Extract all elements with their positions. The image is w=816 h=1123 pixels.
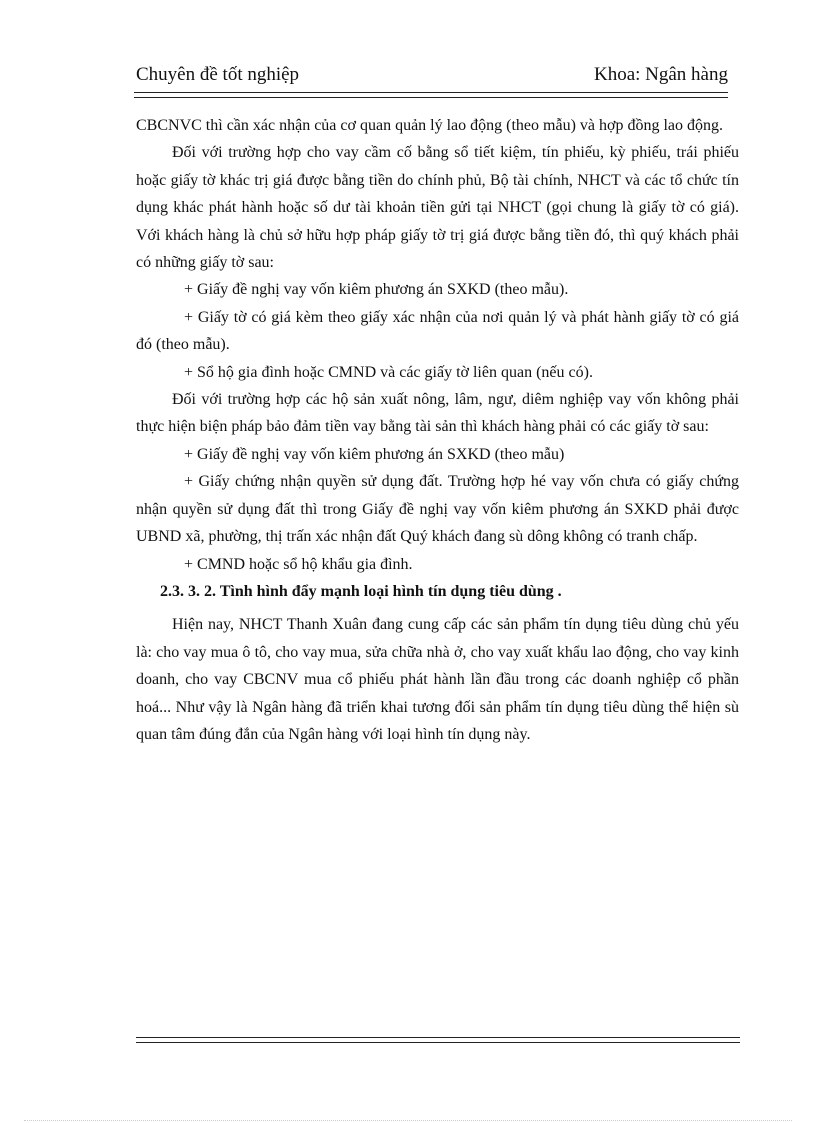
paragraph-cbcnvc: CBCNVC thì cần xác nhận của cơ quan quản lý lao động (theo mẫu) và hợp đồng lao động. xyxy=(136,117,724,134)
list-item: + Giấy tờ có giá kèm theo giấy xác nhận của nơi quản lý và phát hành giấy tờ có giá đó (theo mẫu). xyxy=(136,308,739,354)
document-body xyxy=(136,112,739,748)
section-heading: 2.3. 3. 2. Tình hình đẩy mạnh loại hình tín dụng tiêu dùng . xyxy=(160,582,562,600)
paragraph-consumer-credit: Hiện nay, NHCT Thanh Xuân đang cung cấp các sản phẩm tín dụng tiêu dùng chủ yếu là: cho vay mua ô tô, cho vay mua, sửa chữa nhà ở, cho vay xuất khẩu lao động, cho vay kinh doanh, cho vay CBCNV mua cổ phiếu phát hành lần đầu trong các doanh nghiệp cổ phần hoá... Như vậy là Ngân hàng đã triển khai tương đối sản phẩm tín dụng tiêu dùng thể hiện sù quan tâm đúng đắn của Ngân hàng với loại hình tín dụng này. xyxy=(136,616,739,743)
paragraph-households: Đối với trường hợp các hộ sản xuất nông, lâm, ngư, diêm nghiệp vay vốn không phải thực hiện biện pháp bảo đảm tiền vay bằng tài sản thì khách hàng phải có các giấy tờ sau: xyxy=(136,391,739,436)
list-item: + Giấy chứng nhận quyền sử dụng đất. Trường hợp hé vay vốn chưa có giấy chứng nhận quyền sử dụng đất thì trong Giấy đề nghị vay vốn kiêm phương án SXKD phải được UBND xã, phường, thị trấn xác nhận đất Quý khách đang sù dông không có tranh chấp. xyxy=(136,473,739,546)
list-item: + Giấy đề nghị vay vốn kiêm phương án SXKD (theo mẫu). xyxy=(184,281,569,299)
paragraph-pledge-loans: Đối với trường hợp cho vay cầm cố bằng sổ tiết kiệm, tín phiếu, kỳ phiếu, trái phiếu hoặc giấy tờ khác trị giá được bằng tiền do chính phủ, Bộ tài chính, NHCT và các tổ chức tín dụng khác phát hành hoặc số dư tài khoản tiền gửi tại NHCT (gọi chung là giấy tờ có giá). Với khách hàng là chủ sở hữu hợp pháp giấy tờ trị giá được bằng tiền đó, thì quý khách phải có những giấy tờ sau: xyxy=(136,144,739,272)
header-document-title: Chuyên đề tốt nghiệp xyxy=(136,64,300,85)
header-department: Khoa: Ngân hàng xyxy=(593,64,728,85)
page-edge-line xyxy=(24,1120,792,1121)
list-item: + Sổ hộ gia đình hoặc CMND và các giấy tờ liên quan (nếu có). xyxy=(184,363,593,381)
list-item: + Giấy đề nghị vay vốn kiêm phương án SXKD (theo mẫu) xyxy=(184,445,565,463)
header-divider xyxy=(134,92,728,98)
list-item: + CMND hoặc sổ hộ khẩu gia đình. xyxy=(184,555,413,573)
page-header xyxy=(136,62,728,92)
footer-divider xyxy=(136,1037,740,1043)
